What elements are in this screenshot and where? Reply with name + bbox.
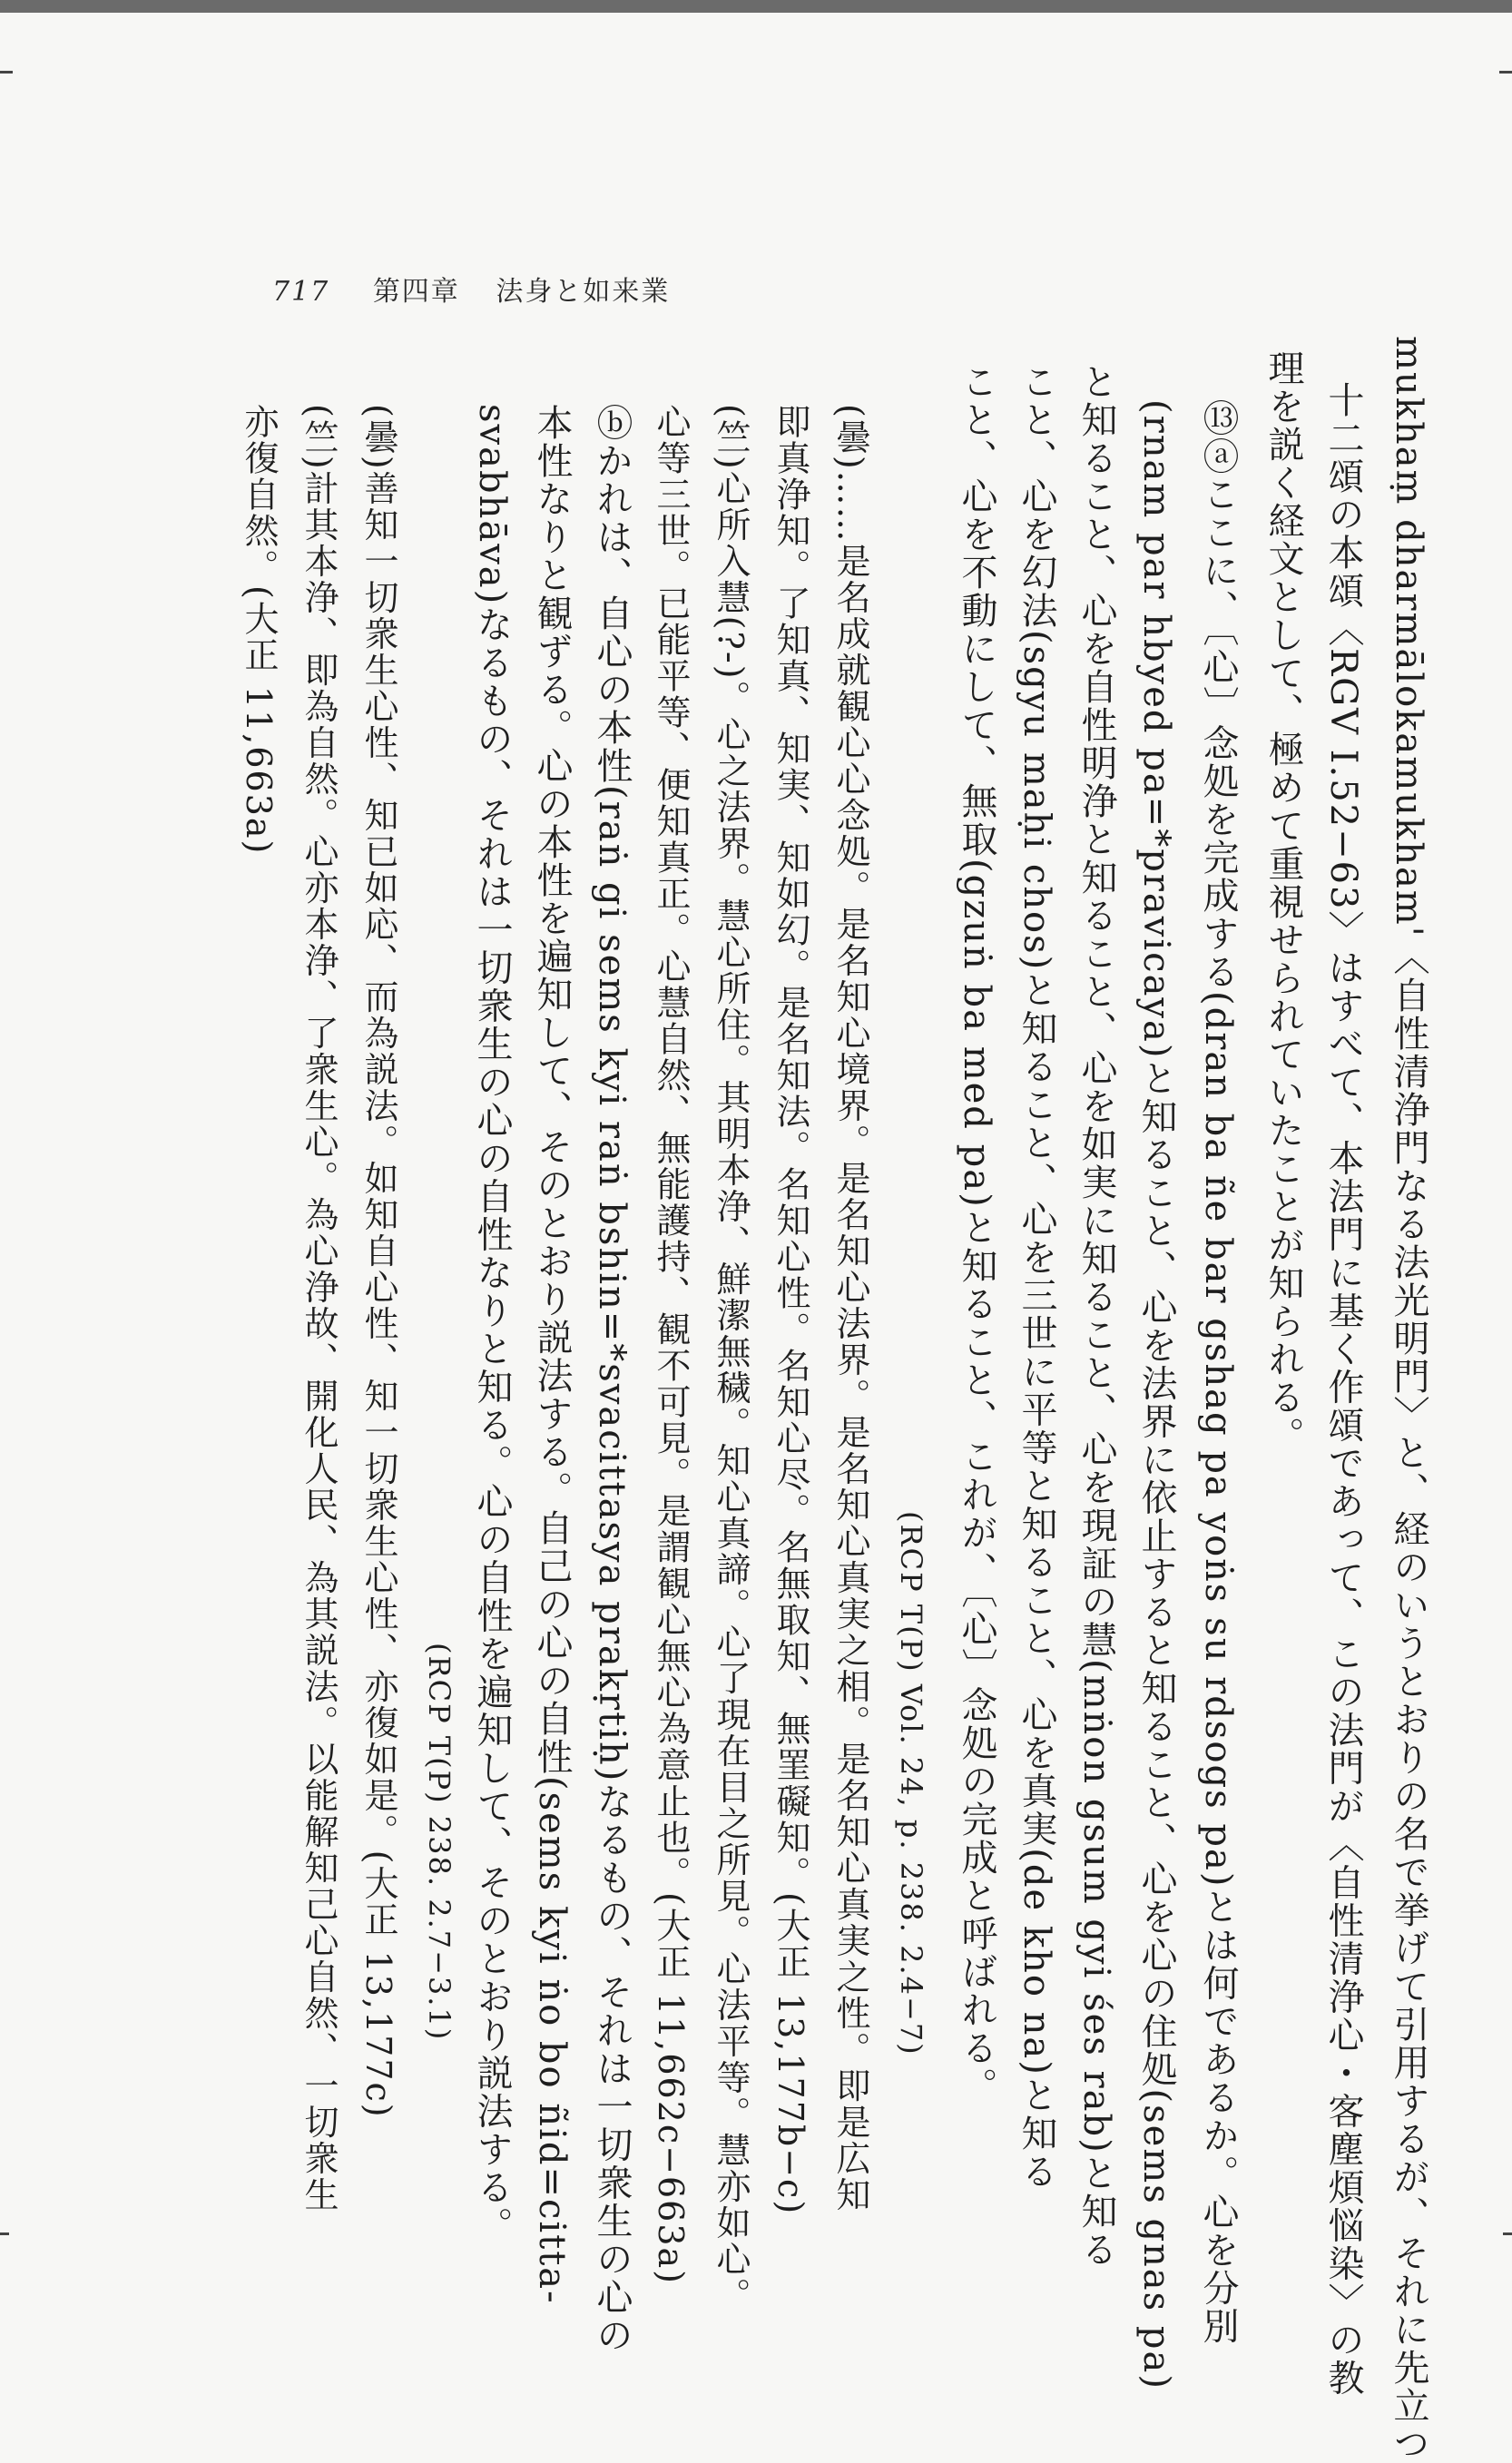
text-column: (曇)……是名成就観心心念処。是名知心境界。是名知心法界。是名知心真実之相。是名知心真実之性。即是広知 bbox=[830, 404, 870, 2213]
scan-edge-mark-bottom-left bbox=[0, 2232, 9, 2235]
text-column: 即真浄知。了知真、知実、知如幻。是名知法。名知心性。名知心尽。名無取知、無罣礙知。(大正 13,177b−c) bbox=[771, 404, 810, 2216]
text-column: (竺)心所入慧(?-)。心之法界。慧心所住。其明本浄、鮮潔無穢。知心真諦。心了現在目之所見。心法平等。慧亦如心。 bbox=[711, 404, 751, 2314]
text-column: 亦復自然。(大正 11,663a) bbox=[239, 404, 279, 856]
text-column: と知ること、心を自性明浄と知ること、心を如実に知ること、心を現証の慧(mṅon gsum gyi śes rab)と知る bbox=[1075, 363, 1117, 2269]
text-column: svabhāva)なるもの、それは一切衆生の心の自性なりと知る。心の自性を遍知して、そのとおり説法する。 bbox=[471, 404, 513, 2245]
text-column: ⓑかれは、自心の本性(raṅ gi sems kyi raṅ bshin=*svacittasya prakṛtiḥ)なるもの、それは一切衆生の心の bbox=[591, 404, 633, 2355]
chapter-label: 第四章 bbox=[372, 276, 460, 308]
text-column: 心等三世。已能平等、便知真正。心慧自然、無能護持、観不可見。是謂観心無心為意止也。(大正 11,662c−663a) bbox=[651, 404, 691, 2285]
scan-edge-mark-bottom-right bbox=[1503, 2232, 1512, 2235]
text-column: 十二頌の本頌〈RGV I.52−63〉はすべて、本法門に基く作頌であって、この法門が〈自性清浄心・客塵煩悩染〉の教 bbox=[1322, 381, 1364, 2398]
text-column: ⑬ⓐここに、〔心〕念処を完成する(dran ba ñe bar gshag pa yoṅs su rdsogs pa)とは何であるか。心を分別 bbox=[1197, 399, 1239, 2346]
chapter-title: 法身と如来業 bbox=[496, 276, 671, 308]
page-number: 717 bbox=[272, 276, 330, 308]
citation: (RCP T(P) Vol. 24, p. 238. 2.4−7) bbox=[894, 1511, 928, 2056]
text-column: こと、心を不動にして、無取(gzuṅ ba med pa)と知ること、これが、〔心〕念処の完成と呼ばれる。 bbox=[956, 363, 997, 2105]
text-column: (曇)善知一切衆生心性、知已如応、而為説法。如知自心性、知一切衆生心性、亦復如是。(大正 13,177c) bbox=[358, 404, 398, 2119]
text-column: mukhaṃ dharmālokamukham'〈自性清浄門なる法光明門〉と、経のいうとおりの名で挙げて引用するが、それに先立つ bbox=[1388, 336, 1429, 2463]
scan-edge-mark-top-left bbox=[0, 71, 13, 74]
text-column: 理を説く経文として、極めて重視せられていたことが知られる。 bbox=[1262, 349, 1304, 1455]
text-column: (rnam par hbyed pa=*pravicaya)と知ること、心を法界に依止すると知ること、心を心の住処(sems gnas pa) bbox=[1135, 399, 1177, 2390]
citation: (RCP T(P) 238. 2.7−3.1) bbox=[422, 1643, 457, 2042]
text-column: こと、心を幻法(sgyu maḥi chos)と知ること、心を三世に平等と知ること、心を真実(de kho na)と知る bbox=[1016, 363, 1057, 2191]
scan-edge-mark-top-right bbox=[1499, 71, 1512, 74]
text-column: 本性なりと観ずる。心の本性を遍知して、そのとおり説法する。自己の心の自性(sems kyi ṅo bo ñid=citta- bbox=[531, 404, 573, 2305]
text-column: (竺)計其本浄、即為自然。心亦本浄、了衆生心。為心浄故、開化人民、為其説法。以能解知己心自然、一切衆生 bbox=[299, 404, 339, 2213]
scan-top-border bbox=[0, 0, 1512, 13]
page-header bbox=[272, 269, 670, 309]
